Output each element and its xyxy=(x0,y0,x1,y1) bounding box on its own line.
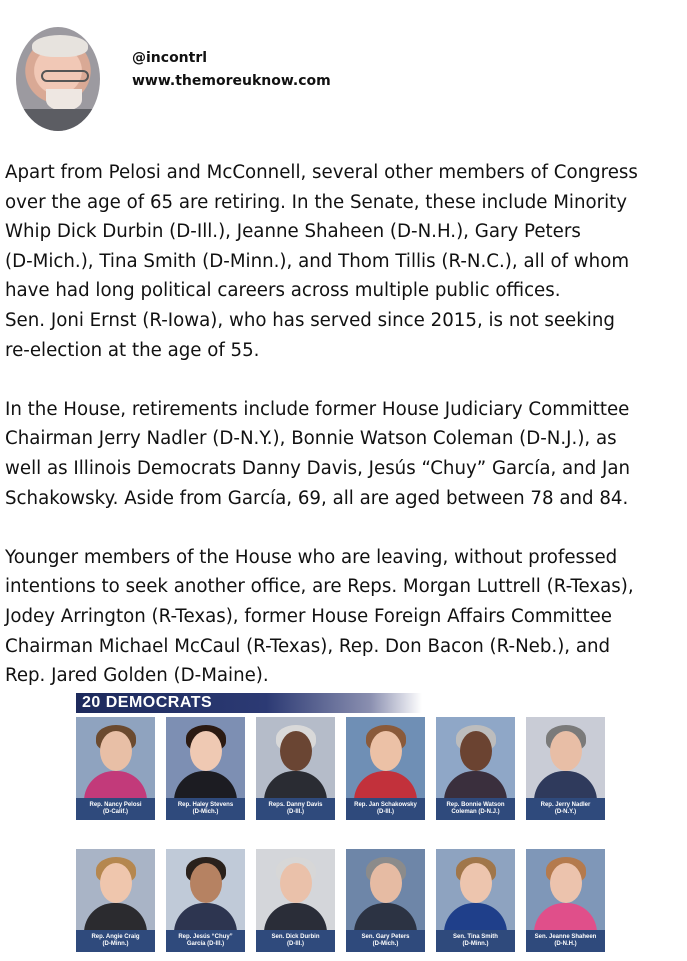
article-body xyxy=(5,158,685,691)
portrait-name: Sen. Gary Peters xyxy=(361,933,410,940)
portrait-card xyxy=(166,717,245,820)
avatar-hair xyxy=(32,35,88,57)
portrait-card xyxy=(436,849,515,952)
portrait-face xyxy=(190,731,222,771)
portrait-name: Sen. Dick Durbin xyxy=(271,933,320,940)
portrait-card xyxy=(346,849,425,952)
portrait-card xyxy=(526,849,605,952)
portrait-caption xyxy=(346,798,425,820)
paragraph-spacer xyxy=(5,513,685,543)
portrait-card xyxy=(346,717,425,820)
portrait-party: (D-Mich.) xyxy=(372,941,399,947)
avatar-glasses xyxy=(41,70,89,82)
article-paragraph-2: Sen. Joni Ernst (R-Iowa), who has served since 2015, is not seeking re-election at the age of 55. xyxy=(5,309,615,361)
article-paragraph-3: In the House, retirements include former House Judiciary Committee Chairman Jerry Nadler (D-N.Y.), Bonnie Watson Coleman (D-N.J.), as well as Illinois Democrats Danny Davis, Jesús “Chuy” García, and Jan Schakowsky. Aside from García, 69, all are aged between 78 and 84. xyxy=(5,398,631,509)
portrait-card xyxy=(256,717,335,820)
portrait-party: (D-Mich.) xyxy=(192,809,219,815)
portrait-caption xyxy=(166,930,245,952)
portrait-name: Sen. Tina Smith xyxy=(453,933,498,940)
portrait-card xyxy=(76,717,155,820)
profile-handle: @incontrl xyxy=(132,50,208,66)
avatar-shirt xyxy=(16,109,100,131)
portrait-face xyxy=(280,731,312,771)
paragraph-spacer xyxy=(5,365,685,395)
portrait-card xyxy=(76,849,155,952)
graphic-banner-title: 20 DEMOCRATS xyxy=(82,694,213,711)
portrait-caption xyxy=(436,930,515,952)
democrats-graphic xyxy=(76,693,606,955)
portrait-party: (D-Minn.) xyxy=(102,941,129,947)
portrait-name: Sen. Jeanne Shaheen xyxy=(534,933,597,940)
portrait-card xyxy=(256,849,335,952)
portrait-caption xyxy=(166,798,245,820)
portrait-face xyxy=(550,731,582,771)
portrait-name: Rep. Jesús “Chuy” xyxy=(178,933,233,940)
portrait-card xyxy=(526,717,605,820)
portrait-party: (D-Ill.) xyxy=(377,809,394,815)
portrait-party: García (D-Ill.) xyxy=(186,941,225,947)
portrait-party: (D-Ill.) xyxy=(287,809,304,815)
article-paragraph-1: Apart from Pelosi and McConnell, several other members of Congress over the age of 65 are retiring. In the Senate, these include Minority Whip Dick Durbin (D-Ill.), Jeanne Shaheen (D-N.H.), Gary Peters (D-Mich.), Tina Smith (D-Minn.), and Thom Tillis (R-N.C.), all of whom have had long political careers across multiple public offices. xyxy=(5,162,638,302)
portrait-party: (D-Minn.) xyxy=(462,941,489,947)
portrait-face xyxy=(100,863,132,903)
portrait-caption xyxy=(436,798,515,820)
portrait-name: Rep. Bonnie Watson xyxy=(446,801,505,808)
portrait-caption xyxy=(76,798,155,820)
portrait-name: Rep. Jan Schakowsky xyxy=(354,801,417,808)
portrait-face xyxy=(280,863,312,903)
portrait-face xyxy=(550,863,582,903)
portrait-face xyxy=(100,731,132,771)
portrait-caption xyxy=(526,798,605,820)
article-paragraph-4: Younger members of the House who are leaving, without professed intentions to seek another office, are Reps. Morgan Luttrell (R-Texas), Jodey Arrington (R-Texas), former House Foreign Affairs Committee Chairman Michael McCaul (R-Texas), Rep. Don Bacon (R-Neb.), and Rep. Jared Golden (D-Maine). xyxy=(5,546,634,687)
avatar-beard xyxy=(46,89,82,111)
portrait-face xyxy=(370,731,402,771)
portrait-caption xyxy=(76,930,155,952)
portrait-name: Rep. Angie Craig xyxy=(91,933,140,940)
portrait-face xyxy=(460,863,492,903)
portrait-caption xyxy=(526,930,605,952)
portrait-party: (D-Ill.) xyxy=(287,941,304,947)
portrait-caption xyxy=(256,798,335,820)
portrait-party: (D-N.Y.) xyxy=(554,809,577,815)
portrait-face xyxy=(190,863,222,903)
portrait-face xyxy=(460,731,492,771)
portrait-name: Reps. Danny Davis xyxy=(268,801,323,808)
portrait-name: Rep. Nancy Pelosi xyxy=(89,801,142,808)
profile-website: www.themoreuknow.com xyxy=(132,73,331,89)
profile-avatar xyxy=(16,27,100,131)
portrait-name: Rep. Haley Stevens xyxy=(177,801,234,808)
portrait-party: (D-Calif.) xyxy=(103,809,128,815)
graphic-banner xyxy=(76,693,422,713)
portrait-party: (D-N.H.) xyxy=(554,941,577,947)
portrait-card xyxy=(166,849,245,952)
portrait-name: Rep. Jerry Nadler xyxy=(540,801,591,808)
portrait-party: Coleman (D-N.J.) xyxy=(451,809,500,815)
portrait-caption xyxy=(256,930,335,952)
portrait-face xyxy=(370,863,402,903)
portrait-card xyxy=(436,717,515,820)
portrait-caption xyxy=(346,930,425,952)
